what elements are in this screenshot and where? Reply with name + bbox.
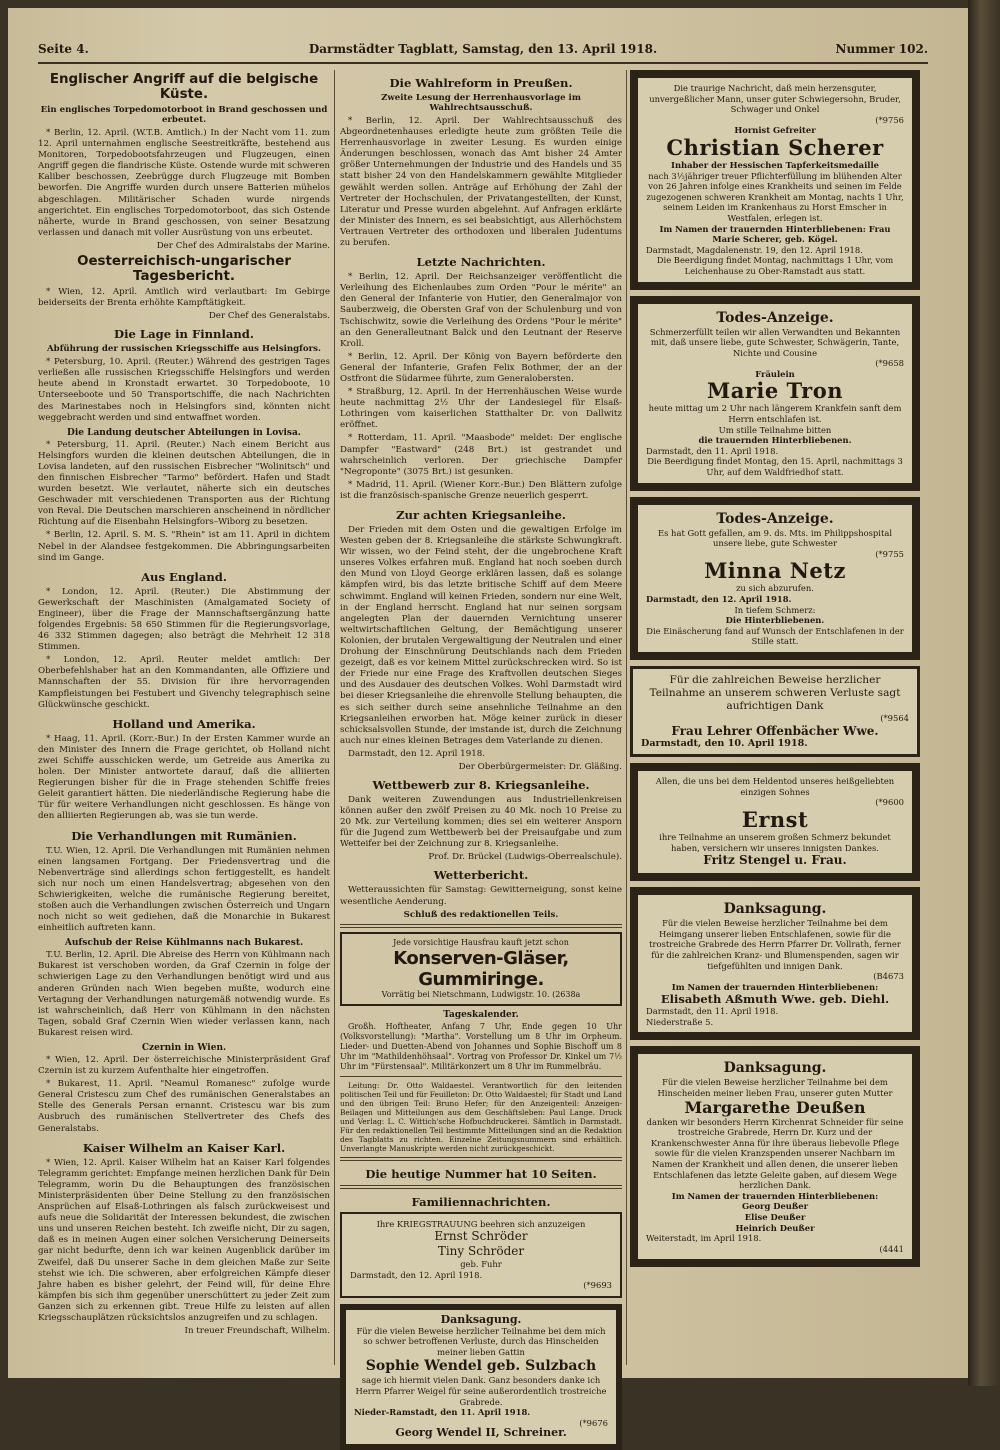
scherer-obituary xyxy=(630,70,920,290)
scherer-name: Christian Scherer xyxy=(666,134,884,160)
kriegstrauung-name2: Tiny Schröder xyxy=(437,1244,525,1259)
tageskalender-title: Tageskalender. xyxy=(443,1009,519,1020)
netz-text: Es hat Gott gefallen, am 9. ds. Mts. im Philippshospital unsere liebe, gute Schwester xyxy=(657,527,893,549)
page-label: Seite 4. xyxy=(38,42,89,56)
page-count-note: Die heutige Nummer hat 10 Seiten. xyxy=(365,1166,597,1181)
issue-number: Nummer 102. xyxy=(835,42,928,56)
deusser-thanks xyxy=(630,1046,920,1267)
article-p-10: Der Frieden mit dem Osten und die gewaltigen Erfolge im Westen geben der 8. Kriegsanleihe die stärkste Schwungkraft. Wir wissen, wo der Feind steht, der die ungebrochene Kraft unseres Volkes erfahren muß. England hat noch soeben durch den Mund von Lloyd George erklären lassen, daß es solange kämpfen wird, bis das letzte britische Schiff auf dem Meere schwimmt. England will keinen Frieden, sondern nur eine Welt, in der England herrscht. England hat nur seinen sorgsam angelegten Plan der dauernden Vernichtung unserer weltwirtschaftlichen Geltung, der Bemächtigung unserer Kolonien, der brutalen Vergewaltigung der Neutralen und einer Drohung der Einschnürung Deutschlands nach dem Frieden gezeigt, daß es vor keinem Mittel zurückschrecken wird. So ist der Friede nur eine Frage des Kraftvollen deutschen Sieges und des Ausdauer des deutschen Volkes. Wohl Darmstadt wird bei dieser Kriegsanleihe die ehrenvolle Stellung behaupten, die es sich seither durch seine ansehnliche Teilnahme an den Kriegsanleihen erworben hat. Möge keiner zurück in dieser schicksalsvollen Stunde, der imstande ist, durch die Zeichnung auch nur eines kleinen Betrages dem Vaterlande zu dienen. xyxy=(340,525,622,746)
tron-obituary xyxy=(630,296,920,491)
article-h2-0: Die Wahlreform in Preußen. xyxy=(389,76,573,90)
article-p-9: * Petersburg, 10. April. (Reuter.) Während des gestrigen Tages verließen alle russischen Kriegsschiffe Helsingfors und werden heute abend in Kronstadt erwartet. 30 Torpedoboote, 10 Unterseeboote und 50 Transportschiffe, die nach Nachrichten des Marinestabes noch in Helsingfors sind, könnten nicht weggebracht werden und sind entwaffnet worden. xyxy=(38,357,330,423)
article-p-23: * Wien, 12. April. Der österreichische Ministerpräsident Graf Czernin ist zu kurzem Aufenthalte hier eingetroffen. xyxy=(38,1055,330,1077)
stengel-text2: ihre Teilnahme an unserem großen Schmerz bekundet haben, versichern wir unseres innigsten Dankes. xyxy=(659,831,891,853)
deusser-title: Danksagung. xyxy=(723,1060,827,1077)
impressum: Leitung: Dr. Otto Waldaestel. Verantwortlich für den leitenden politischen Teil und für Feuilleton: Dr. Otto Waldaestel; für Stadt und Land und den übrigen Teil: Bruno Hefer; für den Anzeigenteil: Anzeigen-Beilagen und Mitteilungen aus dem Geschäftsleben: Paul Lange. Druck und Verlag: L. C. Wittich'sche Hofbuchdruckerei. Sämtlich in Darmstadt. Für den redaktionellen Teil bestimmte Mitteilungen sind an die Redaktion des Tagblatts zu richten. Einzelne Zeitungsnummern sind erhältlich. Unverlangte Manuskripte werden nicht zurückgeschickt. xyxy=(340,1080,622,1153)
article-p-14: Dank weiteren Zuwendungen aus Industriellenkreisen können außer den zwölf Preisen zu 40 Mk. noch 10 Preise zu 20 Mk. zur Verteilung kommen; dies sei ein weiterer Ansporn für die Jugend zum Wettbewerb bei der Preisaufgabe und zum Wetteifer bei der Zeichnung zur 8. Kriegsanleihe. xyxy=(340,794,622,850)
article-h2-7: Die Lage in Finnland. xyxy=(114,327,254,342)
offenbaecher-name: Frau Lehrer Offenbächer Wwe. xyxy=(671,723,879,738)
article-p-14: * London, 12. April. (Reuter.) Die Abstimmung der Gewerkschaft der Maschinisten (Amalgamated Society of Engineer), über die Frage der Mannschaftsergänzung hatte folgendes Ergebnis: 58 650 Stimmen für die Regierungsvorlage, 46 332 Stimmen dagegen; also beträgt die Mehrheit 12 318 Stimmen. xyxy=(38,586,330,653)
diehl-mourn: Im Namen der trauernden Hinterbliebenen: xyxy=(671,981,879,992)
article-h1-4: Oesterreichisch-ungarischer Tagesbericht. xyxy=(77,253,291,284)
scherer-mourn: Im Namen der trauernden Hinterbliebenen: Frau Marie Scherer, geb. Kögel. xyxy=(659,223,891,245)
column-news-left xyxy=(38,70,330,1370)
article-p-26: * Wien, 12. April. Kaiser Wilhelm hat an Kaiser Karl folgendes Telegramm gerichtet: Empfange meinen herzlichen Dank für Dein Telegramm, worin Du die Behauptungen des französischen Ministerpräsidenten über Deine Stellung zu den französischen Ansprüchen auf Elsaß-Lothringen als falsch zurückweisest und aufs neue die Solidarität der Interessen bekundest, die zwischen uns und unseren Reichen besteht. Ich zweifle nicht, Dir zu sagen, daß es in meinen Augen einer solchen Versicherung Deinerseits gar nicht bedurfte, denn ich war keinen Augenblick darüber im Zweifel, daß Du unserer Sache in dem gleichen Maße zur Seite stehst wie ich. Die schweren, aber erfolgreichen Kämpfe dieser Jahre haben es bisher gelehrt, der Feind will, für deine Ehre kämpfen bis sich ihm gegenüber unerschüttert zu jeder Zeit zum Ganzen sich zu erkennen gibt. Treue Hilfe zu leisten auf allen Kriegsschauplätzen rücksichtslos anzugreifen und zu schlagen. xyxy=(38,1157,331,1323)
wendel-name: Sophie Wendel geb. Sulzbach xyxy=(365,1358,597,1375)
kriegstrauung-intro: Ihre KRIEGSTRAUUNG beehren sich anzuzeigen xyxy=(376,1218,586,1229)
diehl-thanks xyxy=(630,887,920,1040)
konserven-line1: Jede vorsichtige Hausfrau kauft jetzt schon xyxy=(393,937,569,947)
diehl-place: Darmstadt, den 11. April 1918. xyxy=(646,1006,779,1017)
article-p-6: * Straßburg, 12. April. In der Herrenhäuschen Weise wurde heute nachmittag 2½ Uhr der Landesiegel für Elsaß-Lothringen vom kaiserlichen Statthalter Dr. von Dallwitz eröffnet. xyxy=(340,387,622,431)
article-h2-13: Aus England. xyxy=(141,569,227,584)
ad-code: (*9600 xyxy=(875,797,904,808)
column-announcements xyxy=(630,70,920,1370)
article-h2-18: Die Verhandlungen mit Rumänien. xyxy=(71,828,297,843)
article-p-24: * Bukarest, 11. April. "Neamul Romanesc" zufolge wurde General Cristescu zum Chef des rumänischen Generalstabes an Stelle des Generals Persan ernannt. Cristescu war bis zum Ausbruch des rumänischen Stellvertreter des Chefs des Generalstabs. xyxy=(38,1079,330,1134)
ad-code: (4441 xyxy=(879,1243,904,1254)
article-h3-20: Aufschub der Reise Kühlmanns nach Bukarest. xyxy=(64,938,304,949)
article-h2-13: Wettbewerb zur 8. Kriegsanleihe. xyxy=(372,777,590,792)
article-sub-1: Zweite Lesung der Herrenhausvorlage im Wahlrechtsausschuß. xyxy=(381,93,581,113)
article-h2-25: Kaiser Wilhelm an Kaiser Karl. xyxy=(82,1140,286,1155)
article-h2-16: Holland und Amerika. xyxy=(112,716,256,731)
stengel-text: Allen, die uns bei dem Heldentod unseres heißgeliebten einzigen Sohnes xyxy=(655,776,895,797)
konserven-headline: Konserven-Gläser, Gummiringe. xyxy=(393,947,569,990)
article-p-5: * Berlin, 12. April. Der König von Bayern beförderte den General der Infanterie, Grafen Felix Bothmer, der an der Ostfront die Südarmee führte, zum Generalobersten. xyxy=(340,351,622,384)
masthead-date: Darmstädter Tagblatt, Samstag, den 13. April 1918. xyxy=(308,42,658,56)
ad-code: (*9756 xyxy=(875,114,904,125)
page-edge xyxy=(968,0,1000,1386)
kriegstrauung-ad xyxy=(340,1212,622,1298)
diehl-title: Danksagung. xyxy=(723,901,827,918)
deusser-name: Margarethe Deußen xyxy=(684,1097,866,1117)
scherer-burial: Die Beerdigung findet Montag, nachmittags 1 Uhr, vom Leichenhause zu Ober-Ramstadt aus statt. xyxy=(656,255,894,276)
deusser-place: Weiterstadt, im April 1918. xyxy=(646,1233,762,1244)
wendel-signature: Georg Wendel II, Schreiner. xyxy=(395,1426,567,1440)
article-h2-3: Letzte Nachrichten. xyxy=(416,255,546,270)
article-sub-18: Schluß des redaktionellen Teils. xyxy=(403,909,559,920)
page-header xyxy=(38,38,928,64)
konserven-line3: Vorrätig bei Nietschmann, Ludwigstr. 10. (2638a xyxy=(381,989,581,999)
offenbaecher-place: Darmstadt, den 10. April 1918. xyxy=(641,737,808,749)
article-h2-9: Zur achten Kriegsanleihe. xyxy=(396,508,566,522)
offenbaecher-text: Für die zahlreichen Beweise herzlicher Teilnahme an unserem schweren Verluste sagt aufrichtigen Dank xyxy=(649,673,901,712)
article-h1-0: Englischer Angriff auf die belgische Küste. xyxy=(49,72,319,102)
offenbaecher-thanks xyxy=(630,666,920,757)
article-p-5: * Wien, 12. April. Amtlich wird verlautbart: Im Gebirge beiderseits der Brenta erhöhte Kampftätigkeit. xyxy=(38,286,330,309)
netz-burial: Die Einäscherung fand auf Wunsch der Entschlafenen in der Stille statt. xyxy=(646,625,904,647)
kriegstrauung-born: geb. Fuhr xyxy=(460,1259,502,1270)
diehl-text: Für die vielen Beweise herzlicher Teilnahme bei dem Heimgang unserer lieben Entschlafenen, sowie für die trostreiche Grabrede des Herrn Pfarrer Dr. Vollrath, ferner für die zahlreichen Kranz- und Blumenspenden, sagen wir tiefgefühlten und innigen Dank. xyxy=(649,918,901,971)
wendel-text2: sage ich hiermit vielen Dank. Ganz besonders danke ich Herrn Pfarrer Weigel für seine außerordentlich trostreiche Grabrede. xyxy=(355,1375,607,1407)
scherer-text: Die traurige Nachricht, daß mein herzensguter, unvergeßlicher Mann, unser guter Schwiegersohn, Bruder, Schwager und Onkel xyxy=(649,83,901,115)
netz-mourn2: Die Hinterbliebenen. xyxy=(725,615,825,626)
divider xyxy=(340,1076,622,1077)
column-rule xyxy=(334,70,335,1365)
column-news-middle xyxy=(340,70,622,1440)
scherer-place: Darmstadt, Magdalenenstr. 19, den 12. April 1918. xyxy=(646,244,863,255)
article-sig-6: Der Chef des Generalstabs. xyxy=(208,311,330,322)
tron-title: Todes-Anzeige. xyxy=(716,309,834,326)
scherer-text2: nach 3½jähriger treuer Pflichterfüllung im blühenden Alter von 26 Jahren infolge eines Krankheits und seinen im Felde zugezogenen schweren Krankheit am Montag, nachts 1 Uhr, seinem Leiden im Krankenhaus zu Horst Emscher in Westfalen, erlegen ist. xyxy=(646,170,904,223)
article-sub-1: Ein englisches Torpedomotorboot in Brand geschossen und erbeutet. xyxy=(40,105,328,125)
article-sig-12: Der Oberbürgermeister: Dr. Gläßing. xyxy=(458,761,622,772)
ad-code: (*9755 xyxy=(875,548,904,559)
tron-name: Marie Tron xyxy=(706,378,843,404)
stengel-name: Ernst xyxy=(741,806,809,832)
wendel-title: Danksagung. xyxy=(440,1313,522,1326)
article-sig-3: Der Chef des Admiralstabs der Marine. xyxy=(156,240,330,251)
deusser-n1: Georg Deußer xyxy=(741,1201,809,1212)
article-h3-22: Czernin in Wien. xyxy=(141,1043,227,1053)
stengel-signature: Fritz Stengel u. Frau. xyxy=(703,853,847,868)
article-p-8: * Madrid, 11. April. (Wiener Korr.-Bur.) Den Blättern zufolge ist die französisch-spanische Grenze neuerlich gesperrt. xyxy=(340,479,622,501)
netz-title: Todes-Anzeige. xyxy=(716,510,834,527)
tageskalender-text: Großh. Hoftheater, Anfang 7 Uhr, Ende gegen 10 Uhr (Volksvorstellung): "Martha". Vorstellung um 8 Uhr im Orpheum. Lieder- und Duetten-Abend von Johannes und Sophie Bischoff um 8 Uhr im "Mathildenhöhsaal". Vortrag von Professor Dr. Kinkel um 7½ Uhr im "Fürstensaal". Militärkonzert um 8 Uhr im Rummelbräu. xyxy=(340,1021,622,1071)
stengel-thanks xyxy=(630,763,920,881)
article-p-7: * Rotterdam, 11. April. "Maasbode" meldet: Der englische Dampfer "Eastward" (248 Brt.) ist gestrandet und wahrscheinlich verloren. Der griechische Dampfer "Negroponte" (3075 Brt.) ist gesunken. xyxy=(340,433,622,477)
netz-text2: zu sich abzurufen. xyxy=(736,583,814,594)
konserven-ad xyxy=(340,932,622,1006)
article-p-11: * Petersburg, 11. April. (Reuter.) Nach einem Bericht aus Helsingfors wurden die kleinen deutschen Abteilungen, die in Lovisa landeten, auf den russischen Eisbrecher "Wolinitsch" und den finnischen Eisbrecher "Tarmo" befördert. Hafen und Stadt wurden besetzt. Wie verlautet, näherte sich ein deutsches Geschwader mit verschiedenen Transporten aus der Richtung von Reval. Die Deutschen marschieren anscheinend in nördlicher Richtung auf die Eisenbahn Helsingfors–Wiborg zu besetzen. xyxy=(38,439,330,528)
deusser-mourn: Im Namen der trauernden Hinterbliebenen: xyxy=(671,1190,879,1201)
scherer-sub: Inhaber der Hessischen Tapferkeitsmedaille xyxy=(671,159,879,170)
wendel-place: Nieder-Ramstadt, den 11. April 1918. xyxy=(354,1407,531,1418)
ad-code: (B4673 xyxy=(873,971,904,982)
tron-burial: Die Beerdigung findet Montag, den 15. April, nachmittags 3 Uhr, auf dem Waldfriedhof statt. xyxy=(647,456,903,478)
tron-mourn2: die trauernden Hinterbliebenen. xyxy=(698,435,852,446)
article-p-2: * Berlin, 12. April. (W.T.B. Amtlich.) In der Nacht vom 11. zum 12. April unternahmen englische Seestreitkräfte, bestehend aus Monitoren, Torpedobootsfahrzeugen und Flugzeugen, einen Angriff gegen die flandrische Küste. Ostende wurde mit schweren Kaliber beschossen, Zeebrügge durch Flugzeuge mit Bomben beworfen. Die Angriffe wurden durch unsere Batterien mühelos abgeschlagen. Militärischer Schaden wurde nirgends angerichtet. Ein englisches Torpedomotorboot, das sich Ostende näherte, wurde in Brand geschossen, von seiner Besatzung verlassen und danach mit voller Ausrüstung von uns erbeutet. xyxy=(38,128,330,238)
deusser-n2: Elise Deußer xyxy=(744,1212,806,1222)
familiennachrichten-title: Familiennachrichten. xyxy=(411,1194,551,1209)
netz-name: Minna Netz xyxy=(704,558,846,584)
ad-code: (*9693 xyxy=(583,1280,612,1291)
article-p-17: * Haag, 11. April. (Korr.-Bur.) In der Ersten Kammer wurde an den Minister des Innern die Frage gerichtet, ob Holland nicht zwei Schiffe ausschicken werde, um Getreide aus Amerika zu holen. Der Minister antwortete darauf, daß die alliierten Regierungen bisher für die in Frage stehenden Schiffe freies Geleit garantiert hätten. Die niederländische Regierung habe die Tür für weitere Verhandlungen nicht geschlossen. Es hänge von den alliierten Regierungen ab, was sie tun werde. xyxy=(38,733,330,822)
article-p-2: * Berlin, 12. April. Der Wahlrechtsausschuß des Abgeordnetenhauses erledigte heute zum größten Teile die Herrenhausvorlage in zweiter Lesung. Es wurden einige Änderungen beschlossen, wonach das Amt bisher 24 Amter größer Unternehmungen der Industrie und des Handels und 35 statt bisher 24 von den Handelskammern gewählte Mitglieder gewählt werden sollen. Anträge auf Erhöhung der Zahl der Vertreter der Hochschulen, der Privatangestellten, der Kunst, Literatur und Presse wurden abgelehnt. Auf Anfragen erklärte der Minister des Innern, es sei beabsichtigt, aus Allerhöchstem Vertrauen Vertreter des orthodoxen und liberalen Judentums zu berufen. xyxy=(340,116,622,249)
tron-mourn1: Um stille Teilnahme bitten xyxy=(718,424,832,435)
tron-pre: Fräulein xyxy=(755,368,795,379)
netz-obituary xyxy=(630,497,920,660)
diehl-street: Niederstraße 5. xyxy=(646,1016,714,1027)
netz-place: Darmstadt, den 12. April 1918. xyxy=(646,594,792,604)
article-h2-16: Wetterbericht. xyxy=(433,868,529,883)
tron-text2: heute mittag um 2 Uhr nach längerem Krankfein sanft dem Herrn entschlafen ist. xyxy=(648,403,902,425)
wendel-ad xyxy=(340,1304,622,1450)
newspaper-page xyxy=(8,8,968,1440)
kriegstrauung-place: Darmstadt, den 12. April 1918. xyxy=(350,1269,483,1280)
scherer-rank: Hornist Gefreiter xyxy=(734,125,816,136)
kriegstrauung-name1: Ernst Schröder xyxy=(434,1229,528,1244)
article-p-17: Wetteraussichten für Samstag: Gewitterneigung, sonst keine wesentliche Aenderung. xyxy=(340,885,622,907)
deusser-n3: Heinrich Deußer xyxy=(735,1222,815,1233)
ad-code: (*9676 xyxy=(579,1417,608,1428)
divider xyxy=(340,1185,622,1189)
article-p-11: Darmstadt, den 12. April 1918. xyxy=(348,748,486,759)
tron-text: Schmerzerfüllt teilen wir allen Verwandten und Bekannten mit, daß unsere liebe, gute Schwester, Schwägerin, Tante, Nichte und Cousine xyxy=(649,326,901,358)
wendel-text: Für die vielen Beweise herzlicher Teilnahme bei dem mich so schwer betroffenen Verluste, durch das Hinscheiden meiner lieben Gattin xyxy=(356,1325,606,1357)
ad-code: (*9658 xyxy=(875,358,904,369)
article-h3-10: Die Landung deutscher Abteilungen in Lovisa. xyxy=(67,427,301,438)
article-p-15: * London, 12. April. Reuter meldet amtlich: Der Oberbefehlshaber hat an den Kommandanten, alle Offiziere und Mannschaften der 55. Division für ihre hervorragenden Kampfleistungen bei Festubert und Givenchy telegraphisch seine Glückwünsche geschickt. xyxy=(38,655,330,710)
netz-mourn1: In tiefem Schmerz: xyxy=(734,604,816,615)
article-p-12: * Berlin, 12. April. S. M. S. "Rhein" ist am 11. April in dichtem Nebel in der Alandsee festgekommen. Die Abbringungsarbeiten sind im Gange. xyxy=(38,530,330,563)
divider xyxy=(340,924,622,928)
deusser-text: Für die vielen Beweise herzlicher Teilnahme bei dem Hinscheiden meiner lieben Frau, unserer guten Mutter xyxy=(657,1077,893,1099)
article-sub-8: Abführung der russischen Kriegsschiffe aus Helsingfors. xyxy=(47,344,321,355)
article-p-19: T.U. Wien, 12. April. Die Verhandlungen mit Rumänien nehmen einen langsamen Fortgang. Der Friedensvertrag und die Nebenverträge sind allerdings schon fertiggestellt, es handelt sich nur noch um einen Handelsvertrag; abgesehen von den Schwierigkeiten, welche die rumänische Regierung bereitet, stoßen auch die Verhandlungen zwischen Österreich und Ungarn noch nicht so weit gediehen, daß die Monarchie in Bukarest einheitlich auftreten kann. xyxy=(38,845,330,934)
tron-place: Darmstadt, den 11. April 1918. xyxy=(646,445,779,456)
article-p-21: T.U. Berlin, 12. April. Die Abreise des Herrn von Kühlmann nach Bukarest ist verschoben worden, da Graf Czernin in folge der schwierigen Lage zu den Verhandlungen benötigt wird und aus anderen Gründen nach Wien begeben mußte, wodurch eine Vertagung der Verhandlungen naturgemäß notwendig wurde. Es ist wahrscheinlich, daß Herr von Kühlmann in den nächsten Tagen, sobald Graf Czernin Wien wieder verlassen kann, nach Bukarest reisen wird. xyxy=(38,950,330,1038)
article-sig-15: Prof. Dr. Brückel (Ludwigs-Oberrealschule). xyxy=(428,852,622,863)
ad-code: (*9564 xyxy=(880,712,909,723)
column-rule xyxy=(626,70,627,1365)
divider xyxy=(340,1157,622,1161)
middle-articles xyxy=(340,76,622,920)
deusser-text2: danken wir besonders Herrn Kirchenrat Schneider für seine trostreiche Grabrede, Herrn Dr. Kurz und der Krankenschwester Anna für ihre überaus liebevolle Pflege sowie für die vielen Kranzspenden unserer Nachbarn im Namen der Krankheit und allen denen, die unserer lieben Entschlafenen das letzte Geleite gaben, auf diesem Wege herzlichen Dank. xyxy=(646,1116,904,1191)
article-p-4: * Berlin, 12. April. Der Reichsanzeiger veröffentlicht die Verleihung des Eichenlaubes zum Orden "Pour le mérite" an den General der Infanterie von Hutier, den Generalmajor von Sauberzweig, die Obersten Graf von der Schulenburg und von Tschischwitz, sowie die Verleihung des Ordens "Pour le mérite" an den Generalleutnant Balck und den Leutnant der Reserve Kroll. xyxy=(340,272,622,349)
article-sig-27: In treuer Freundschaft, Wilhelm. xyxy=(184,1326,330,1337)
diehl-name: Elisabeth Aßmuth Wwe. geb. Diehl. xyxy=(660,992,890,1007)
